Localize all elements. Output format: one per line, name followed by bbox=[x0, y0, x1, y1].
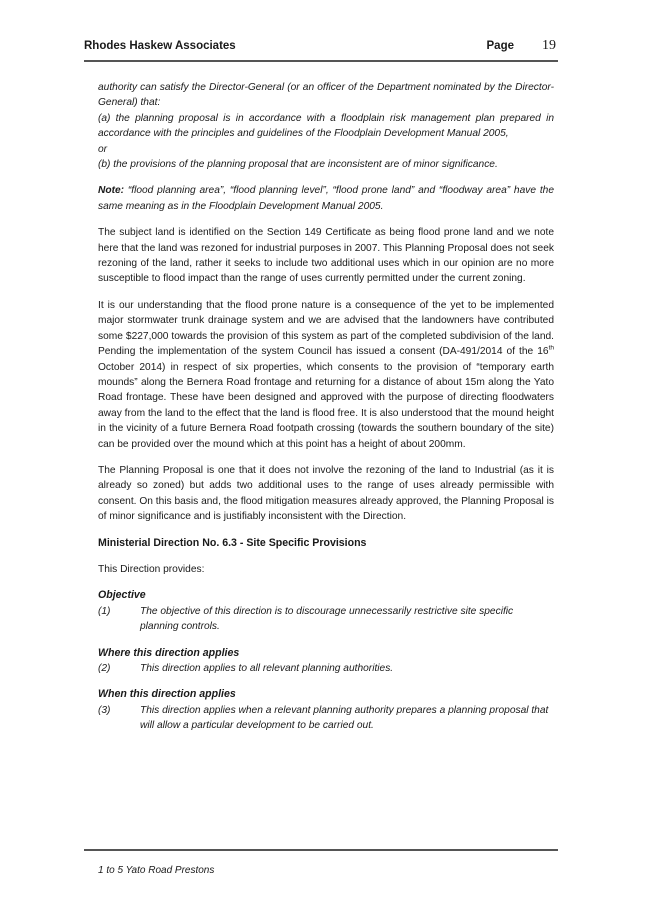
header-rule bbox=[84, 60, 558, 62]
paragraph: The Planning Proposal is one that it does not involve the rezoning of the land to Industrial (as it is already so zoned) but adds two additional uses to the range of uses already permissible with consent. On this basis and, the flood mitigation measures already approved, the Planning Proposal is of minor significance and is justifiably inconsistent with the Direction. bbox=[98, 464, 554, 523]
direction-intro: This Direction provides: bbox=[98, 563, 205, 575]
quote-clause-a: (a) the planning proposal is in accordance with a floodplain risk management plan prepared in accordance with the principles and guidelines of the Floodplain Development Manual 2005, bbox=[98, 112, 554, 140]
clause-text: This direction applies when a relevant planning authority prepares a planning proposal that will allow a particular development to be carried out. bbox=[140, 704, 549, 732]
subheading-where: Where this direction applies bbox=[98, 646, 240, 659]
note-label: Note: bbox=[98, 185, 125, 197]
page-number: 19 bbox=[542, 38, 556, 53]
paragraph-text: October 2014) in respect of six properties, which consents to the provision of “temporary earth mounds” along the Bernera Road frontage and returning for a distance of about 15m along the Yato Road frontage. These have been designed and approved with the purpose of directing floodwaters away from the land to the effect that the land is flood free. It is also understood that the mound height in the vicinity of a future Bernera Road footpath crossing (towards the southern boundary of the site) can be provided over the mound which at this point has a height of about 200mm. bbox=[98, 361, 554, 450]
note-text: “flood planning area”, “flood planning level”, “flood prone land” and “floodway area” have the same meaning as in the Floodplain Development Manual 2005. bbox=[98, 185, 554, 212]
subheading-objective: Objective bbox=[98, 589, 146, 602]
section-heading: Ministerial Direction No. 6.3 - Site Specific Provisions bbox=[98, 536, 367, 549]
quote-clause-b: (b) the provisions of the planning proposal that are inconsistent are of minor significance. bbox=[98, 159, 498, 171]
clause-number: (3) bbox=[98, 704, 111, 716]
clause-3 bbox=[98, 703, 554, 734]
ordinal-suffix: th bbox=[548, 344, 554, 352]
paragraph bbox=[98, 298, 554, 452]
clause-text: The objective of this direction is to discourage unnecessarily restrictive site specific planning controls. bbox=[140, 605, 514, 633]
paragraph: The subject land is identified on the Section 149 Certificate as being flood prone land and we note here that the land was rezoned for industrial purposes in 2007. This Planning Proposal does not seek rezoning of the land, rather it seeks to include two additional uses which in our opinion are no more susceptible to flood impact than the range of uses currently permitted under the current zoning. bbox=[98, 227, 554, 285]
subheading-when: When this direction applies bbox=[98, 688, 236, 701]
clause-2 bbox=[98, 661, 554, 676]
footer-rule bbox=[84, 849, 558, 851]
clause-1 bbox=[98, 604, 554, 635]
clause-number: (2) bbox=[98, 663, 111, 674]
clause-number: (1) bbox=[98, 605, 111, 617]
quote-or: or bbox=[98, 143, 108, 155]
page-header bbox=[84, 38, 558, 58]
page-label: Page bbox=[486, 40, 514, 52]
company-name: Rhodes Haskew Associates bbox=[84, 40, 236, 52]
definition-note bbox=[98, 183, 554, 214]
document-body bbox=[98, 80, 554, 734]
page-footer: 1 to 5 Yato Road Prestons bbox=[98, 865, 215, 876]
quote-line: authority can satisfy the Director-General (or an officer of the Department nominated by the Director-General) that: bbox=[98, 82, 554, 109]
clause-text: This direction applies to all relevant planning authorities. bbox=[140, 663, 394, 674]
paragraph-text: It is our understanding that the flood prone nature is a consequence of the yet to be implemented major stormwater trunk drainage system and we are advised that the landowners have contributed some $227,000 towards the provision of this system as part of the completed subdivision of the land. Pending the implementation of the system Council has issued a consent (DA-491/2014 of the 16 bbox=[98, 299, 554, 358]
